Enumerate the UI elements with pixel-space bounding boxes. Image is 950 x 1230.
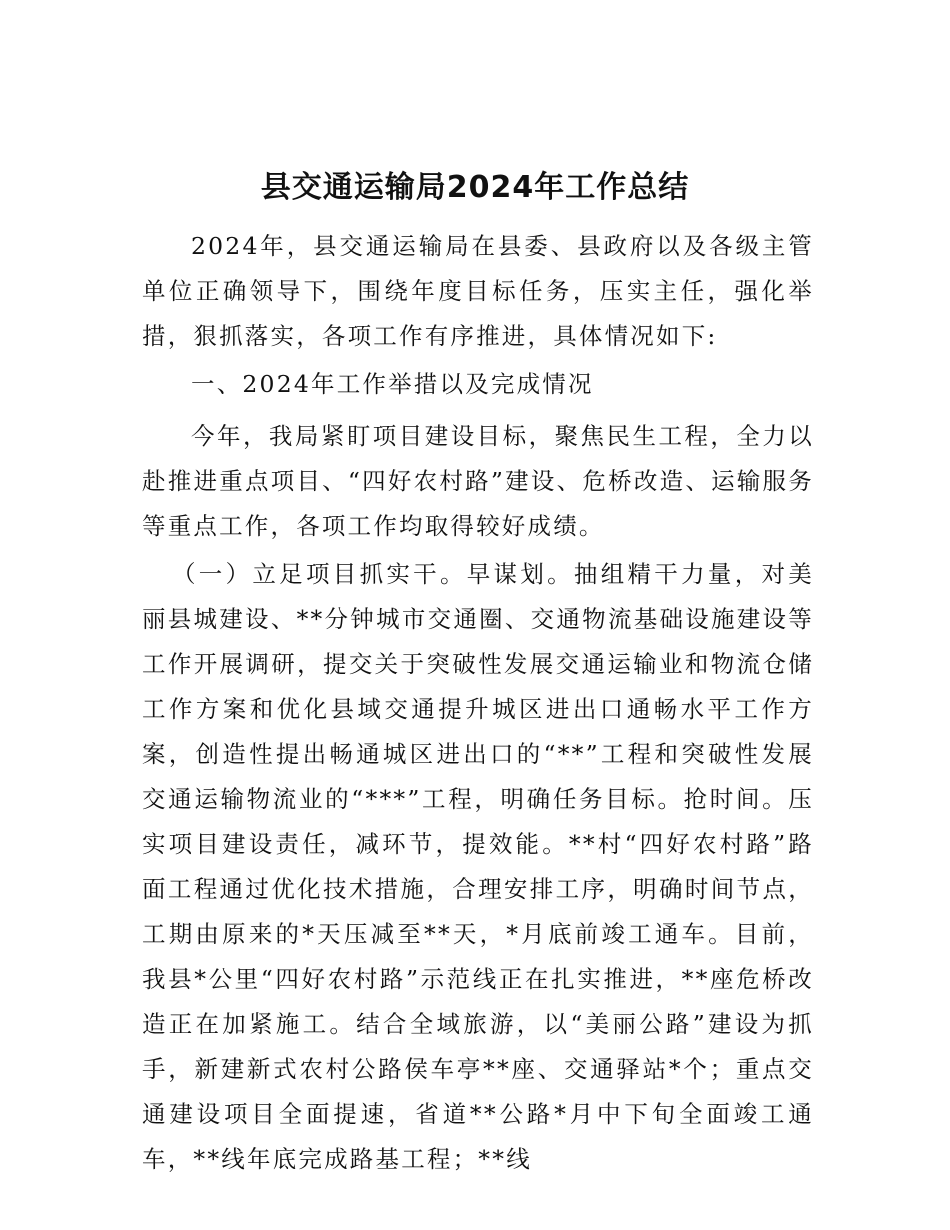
intro-paragraph: 2024年，县交通运输局在县委、县政府以及各级主管单位正确领导下，围绕年度目标任务，压实主任，强化举措，狠抓落实，各项工作有序推进，具体情况如下:: [142, 232, 814, 350]
project-paragraph: （一）立足项目抓实干。早谋划。抽组精干力量，对美丽县城建设、**分钟城市交通圈、交通物流基础设施建设等工作开展调研，提交关于突破性发展交通运输业和物流仓储工作方案和优化县域交通提升城区进出口通畅水平工作方案，创造性提出畅通城区进出口的“**”工程和突破性发展交通运输物流业的“***”工程，明确任务目标。抢时间。压实项目建设责任，减环节，提效能。**村“四好农村路”路面工程通过优化技术措施，合理安排工序，明确时间节点，工期由原来的*天压减至**天，*月底前竣工通车。目前，我县*公里“四好农村路”示范线正在扎实推进，**座危桥改造正在加紧施工。结合全域旅游，以“美丽公路”建设为抓手，新建新式农村公路侯车亭**座、交通驿站*个；重点交通建设项目全面提速，省道**公路*月中下旬全面竣工通车，**线年底完成路基工程；**线: [142, 560, 814, 1173]
section-heading: 一、2024年工作举措以及完成情况: [191, 370, 594, 398]
document-title: 县交通运输局2024年工作总结: [260, 170, 690, 205]
summary-paragraph: 今年，我局紧盯项目建设目标，聚焦民生工程，全力以赴推进重点项目、“四好农村路”建设、危桥改造、运输服务等重点工作，各项工作均取得较好成绩。: [142, 422, 814, 540]
